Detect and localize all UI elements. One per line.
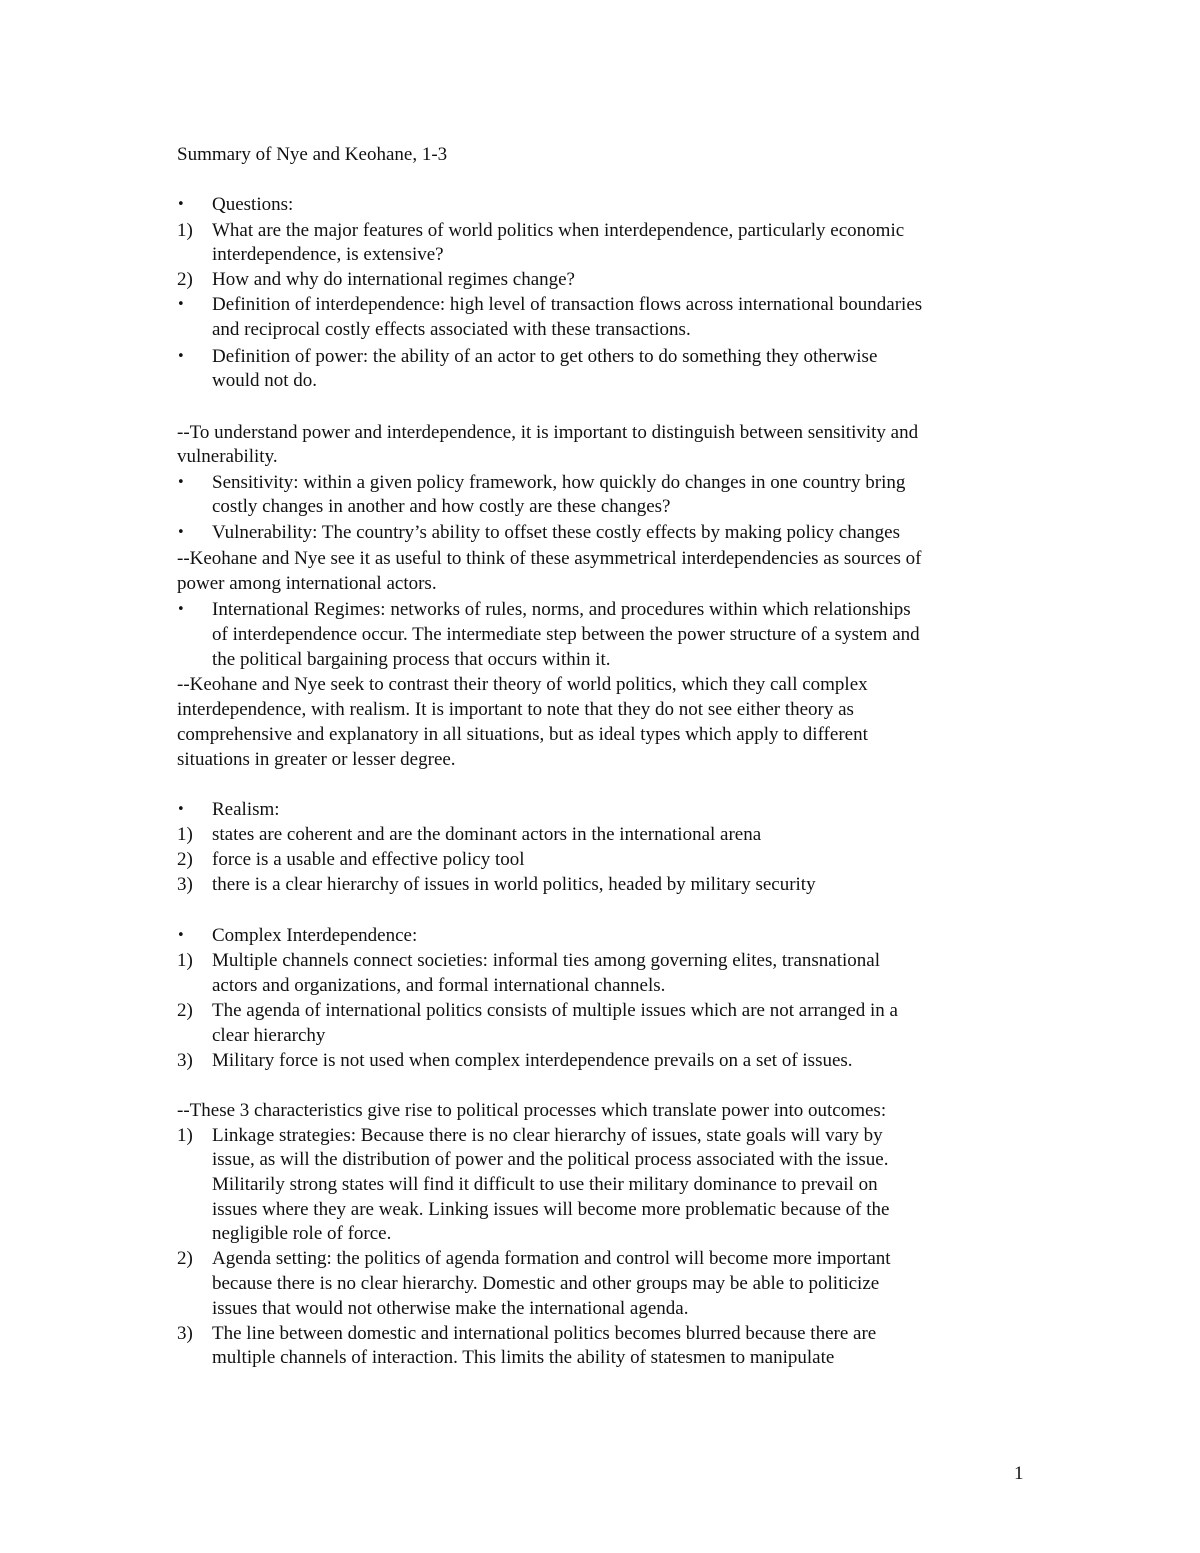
bullet-marker: •: [177, 349, 185, 364]
text-line: negligible role of force.: [212, 1223, 392, 1244]
text-line: The agenda of international politics consists of multiple issues which are not arranged in a: [212, 1000, 898, 1021]
bullet-marker: •: [177, 928, 185, 943]
document-title: Summary of Nye and Keohane, 1-3: [177, 144, 448, 165]
text-line: issues where they are weak. Linking issues will become more problematic because of the: [212, 1199, 890, 1220]
text-line: Military force is not used when complex interdependence prevails on a set of issues.: [212, 1050, 853, 1071]
text-line: vulnerability.: [177, 446, 278, 467]
text-line: The line between domestic and international politics becomes blurred because there are: [212, 1323, 877, 1344]
text-line: comprehensive and explanatory in all situations, but as ideal types which apply to different: [177, 724, 868, 745]
text-line: issues that would not otherwise make the international agenda.: [212, 1298, 689, 1319]
text-line: Realism:: [212, 799, 280, 820]
list-number: 1): [177, 950, 193, 971]
text-line: because there is no clear hierarchy. Domestic and other groups may be able to politicize: [212, 1273, 880, 1294]
text-line: would not do.: [212, 370, 318, 391]
text-line: issue, as will the distribution of power and the political process associated with the issue.: [212, 1149, 889, 1170]
text-line: --Keohane and Nye see it as useful to think of these asymmetrical interdependencies as sources of: [177, 548, 922, 569]
text-line: power among international actors.: [177, 573, 437, 594]
text-line: Vulnerability: The country’s ability to offset these costly effects by making policy changes: [212, 522, 900, 543]
text-line: --These 3 characteristics give rise to political processes which translate power into outcomes:: [177, 1100, 887, 1121]
text-line: Definition of power: the ability of an actor to get others to do something they otherwise: [212, 346, 878, 367]
text-line: multiple channels of interaction. This limits the ability of statesmen to manipulate: [212, 1347, 835, 1368]
list-number: 1): [177, 1125, 193, 1146]
list-number: 2): [177, 849, 193, 870]
list-number: 3): [177, 1050, 193, 1071]
text-line: states are coherent and are the dominant actors in the international arena: [212, 824, 762, 845]
text-line: clear hierarchy: [212, 1025, 326, 1046]
text-line: of interdependence occur. The intermediate step between the power structure of a system and: [212, 624, 920, 645]
text-line: costly changes in another and how costly are these changes?: [212, 496, 671, 517]
list-number: 2): [177, 269, 193, 290]
list-number: 3): [177, 1323, 193, 1344]
text-line: Sensitivity: within a given policy framework, how quickly do changes in one country bring: [212, 472, 906, 493]
text-line: Questions:: [212, 194, 294, 215]
list-number: 3): [177, 874, 193, 895]
list-number: 2): [177, 1000, 193, 1021]
text-line: actors and organizations, and formal international channels.: [212, 975, 666, 996]
text-line: interdependence, with realism. It is important to note that they do not see either theory as: [177, 699, 854, 720]
bullet-marker: •: [177, 297, 185, 312]
bullet-marker: •: [177, 802, 185, 817]
bullet-marker: •: [177, 602, 185, 617]
text-line: Definition of interdependence: high level of transaction flows across international boundaries: [212, 294, 923, 315]
text-line: situations in greater or lesser degree.: [177, 749, 456, 770]
text-line: What are the major features of world politics when interdependence, particularly economic: [212, 220, 905, 241]
text-line: International Regimes: networks of rules, norms, and procedures within which relationships: [212, 599, 911, 620]
list-number: 1): [177, 824, 193, 845]
text-line: Agenda setting: the politics of agenda formation and control will become more important: [212, 1248, 891, 1269]
list-number: 1): [177, 220, 193, 241]
bullet-marker: •: [177, 197, 185, 212]
text-line: --Keohane and Nye seek to contrast their theory of world politics, which they call complex: [177, 674, 868, 695]
bullet-marker: •: [177, 525, 185, 540]
text-line: How and why do international regimes change?: [212, 269, 575, 290]
text-line: force is a usable and effective policy tool: [212, 849, 525, 870]
list-number: 2): [177, 1248, 193, 1269]
bullet-marker: •: [177, 475, 185, 490]
text-line: Multiple channels connect societies: informal ties among governing elites, transnational: [212, 950, 880, 971]
text-line: --To understand power and interdependence, it is important to distinguish between sensitivity and: [177, 422, 919, 443]
page-number: 1: [1014, 1463, 1024, 1484]
text-line: the political bargaining process that occurs within it.: [212, 649, 611, 670]
text-line: Linkage strategies: Because there is no clear hierarchy of issues, state goals will vary by: [212, 1125, 883, 1146]
text-line: there is a clear hierarchy of issues in world politics, headed by military security: [212, 874, 816, 895]
text-line: and reciprocal costly effects associated with these transactions.: [212, 319, 691, 340]
text-line: Militarily strong states will find it difficult to use their military dominance to prevail on: [212, 1174, 878, 1195]
text-line: interdependence, is extensive?: [212, 244, 444, 265]
text-line: Complex Interdependence:: [212, 925, 418, 946]
